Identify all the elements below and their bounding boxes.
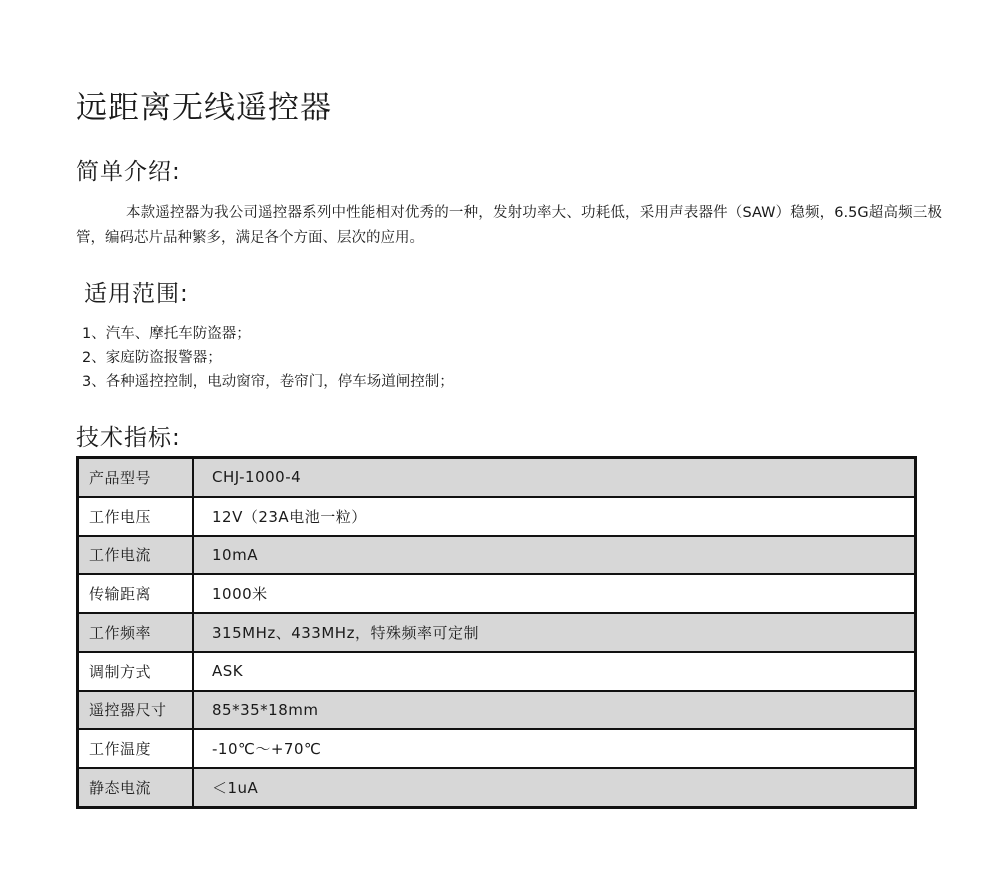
scope-item: 1、汽车、摩托车防盗器； (82, 326, 251, 342)
spec-value: 10mA (193, 536, 916, 575)
spec-label: 工作频率 (78, 613, 194, 652)
spec-label: 产品型号 (78, 458, 194, 497)
spec-heading: 技术指标: (76, 425, 181, 451)
spec-value: 12V（23A电池一粒） (193, 497, 916, 536)
spec-value: ASK (193, 652, 916, 691)
spec-row (78, 652, 916, 691)
scope-heading: 适用范围: (84, 281, 189, 307)
spec-row (78, 458, 916, 497)
intro-heading: 简单介绍: (76, 159, 181, 185)
spec-row (78, 613, 916, 652)
spec-label: 遥控器尺寸 (78, 691, 194, 730)
spec-row (78, 768, 916, 807)
spec-row (78, 729, 916, 768)
spec-value: CHJ-1000-4 (193, 458, 916, 497)
spec-table (76, 456, 917, 809)
spec-label: 工作温度 (78, 729, 194, 768)
spec-label: 工作电压 (78, 497, 194, 536)
spec-value: 85*35*18mm (193, 691, 916, 730)
scope-item: 3、各种遥控控制，电动窗帘，卷帘门，停车场道闸控制； (82, 374, 454, 390)
scope-list (82, 322, 454, 394)
spec-label: 工作电流 (78, 536, 194, 575)
spec-row (78, 497, 916, 536)
spec-row (78, 691, 916, 730)
scope-item: 2、家庭防盗报警器； (82, 350, 222, 366)
spec-label: 调制方式 (78, 652, 194, 691)
spec-row (78, 536, 916, 575)
intro-paragraph: 本款遥控器为我公司遥控器系列中性能相对优秀的一种，发射功率大、功耗低，采用声表器件（SAW）稳频，6.5G超高频三极管，编码芯片品种繁多，满足各个方面、层次的应用。 (76, 205, 942, 246)
spec-row (78, 574, 916, 613)
spec-value: 315MHz、433MHz，特殊频率可定制 (193, 613, 916, 652)
spec-label: 传输距离 (78, 574, 194, 613)
spec-value: ＜1uA (193, 768, 916, 807)
spec-label: 静态电流 (78, 768, 194, 807)
page-title: 远距离无线遥控器 (76, 90, 332, 126)
spec-value: 1000米 (193, 574, 916, 613)
spec-value: -10℃～+70℃ (193, 729, 916, 768)
